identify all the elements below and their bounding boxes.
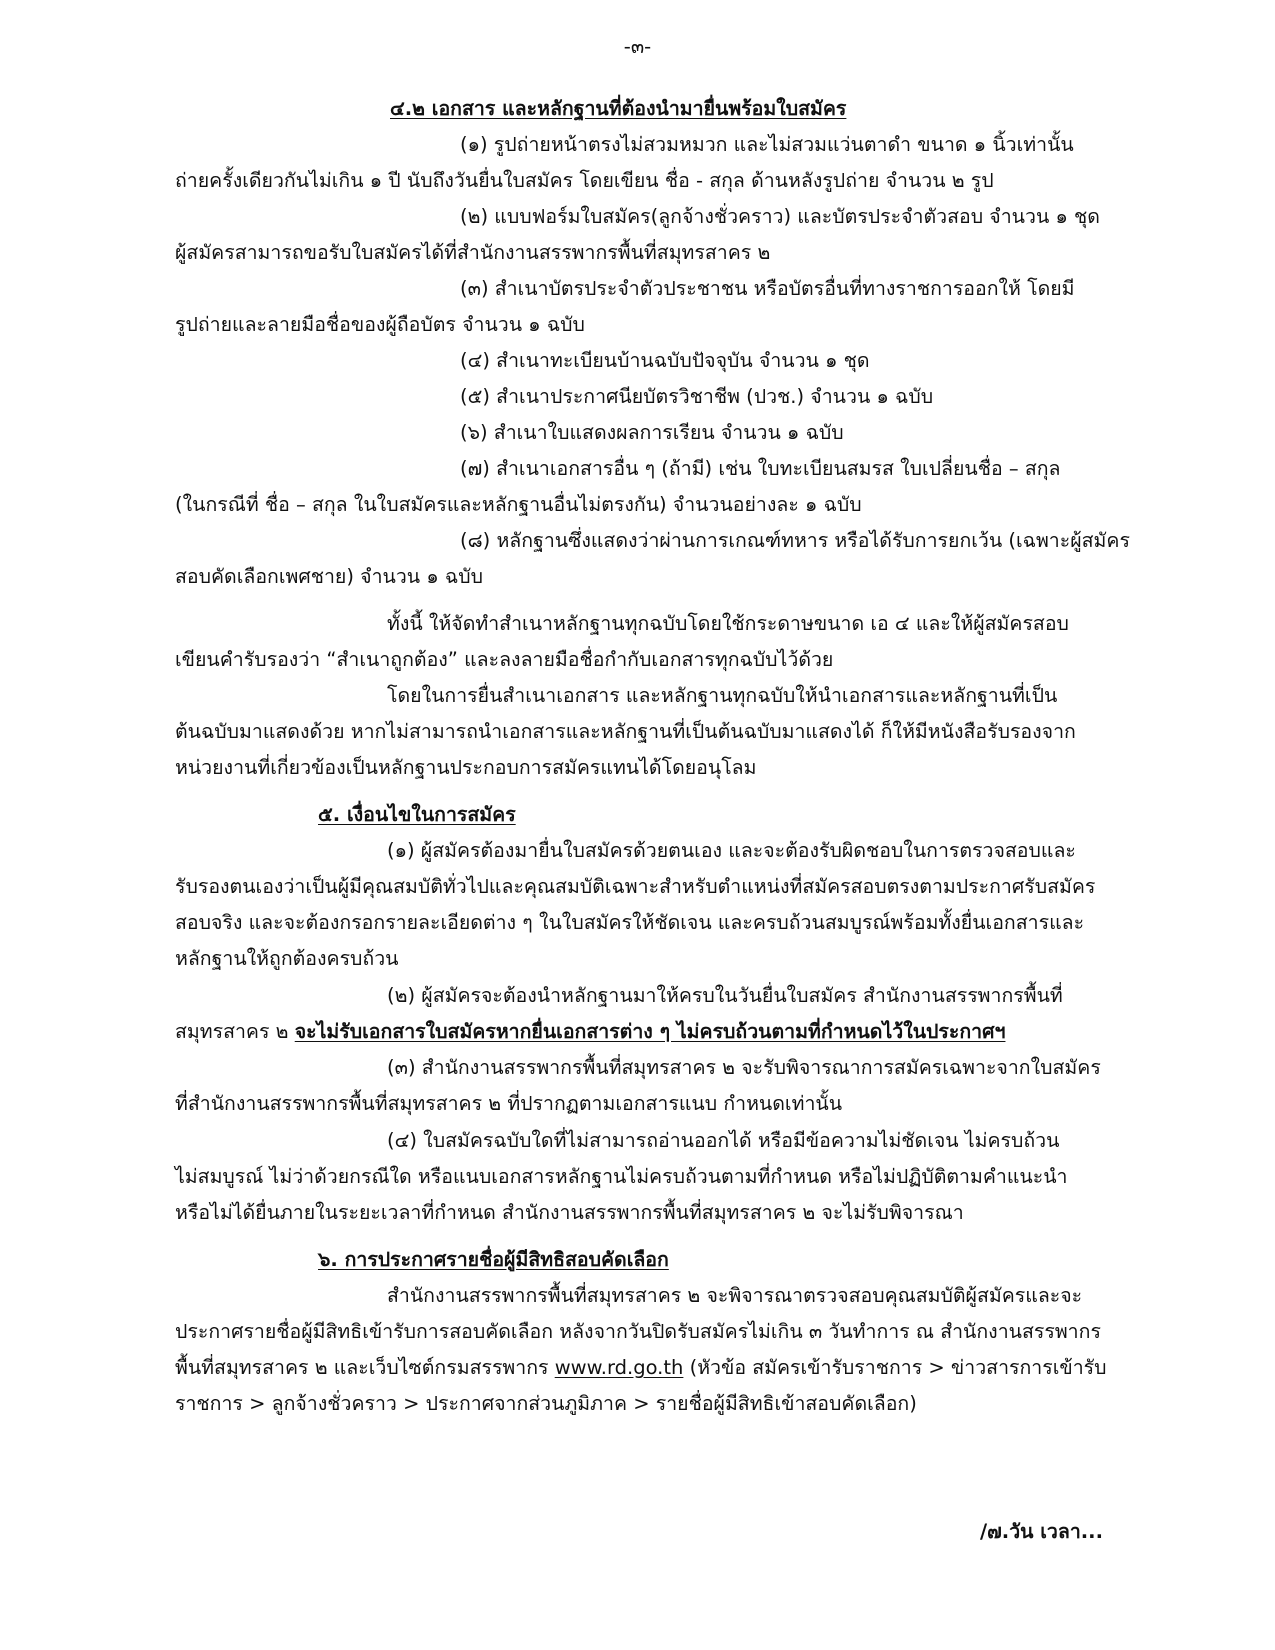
condition-4-line-3: หรือไม่ได้ยื่นภายในระยะเวลาที่กำหนด สำนักงานสรรพากรพื้นที่สมุทรสาคร ๒ จะไม่รับพิจารณา — [175, 1201, 964, 1224]
item-3-line-1: (๓) สำเนาบัตรประจำตัวประชาชน หรือบัตรอื่นที่ทางราชการออกให้ โดยมี — [460, 277, 1075, 300]
condition-4-line-1: (๔) ใบสมัครฉบับใดที่ไม่สามารถอ่านออกได้ หรือมีข้อความไม่ชัดเจน ไม่ครบถ้วน — [387, 1129, 1060, 1152]
announcement-line-3 — [175, 1353, 1107, 1383]
item-7-line-1: (๗) สำเนาเอกสารอื่น ๆ (ถ้ามี) เช่น ใบทะเบียนสมรส ใบเปลี่ยนชื่อ – สกุล — [460, 457, 1061, 480]
condition-2-line-2 — [175, 1017, 1005, 1047]
item-8-line-1: (๘) หลักฐานซึ่งแสดงว่าผ่านการเกณฑ์ทหาร หรือได้รับการยกเว้น (เฉพาะผู้สมัคร — [460, 529, 1130, 552]
announcement-line-1: สำนักงานสรรพากรพื้นที่สมุทรสาคร ๒ จะพิจารณาตรวจสอบคุณสมบัติผู้สมัครและจะ — [387, 1284, 1083, 1307]
condition-3-line-2: ที่สำนักงานสรรพากรพื้นที่สมุทรสาคร ๒ ที่ปรากฏตามเอกสารแนบ กำหนดเท่านั้น — [175, 1092, 843, 1115]
copy-note-line-1: ทั้งนี้ ให้จัดทำสำเนาหลักฐานทุกฉบับโดยใช้กระดาษขนาด เอ ๔ และให้ผู้สมัครสอบ — [387, 612, 1069, 635]
item-5: (๕) สำเนาประกาศนียบัตรวิชาชีพ (ปวช.) จำนวน ๑ ฉบับ — [460, 385, 934, 408]
section-6-heading: ๖. การประกาศรายชื่อผู้มีสิทธิสอบคัดเลือก — [318, 1248, 669, 1271]
rd-website-link[interactable]: www.rd.go.th — [554, 1356, 684, 1379]
condition-3-line-1: (๓) สำนักงานสรรพากรพื้นที่สมุทรสาคร ๒ จะรับพิจารณาการสมัครเฉพาะจากใบสมัคร — [387, 1056, 1101, 1079]
condition-2-emphasis: จะไม่รับเอกสารใบสมัครหากยื่นเอกสารต่าง ๆ ไม่ครบถ้วนตามที่กำหนดไว้ในประกาศฯ — [294, 1020, 1006, 1043]
condition-1-line-3: สอบจริง และจะต้องกรอกรายละเอียดต่าง ๆ ในใบสมัครให้ชัดเจน และครบถ้วนสมบูรณ์พร้อมทั้งยื่นเอกสารและ — [175, 911, 1085, 934]
original-note-line-3: หน่วยงานที่เกี่ยวข้องเป็นหลักฐานประกอบการสมัครแทนได้โดยอนุโลม — [175, 756, 757, 779]
condition-4-line-2: ไม่สมบูรณ์ ไม่ว่าด้วยกรณีใด หรือแนบเอกสารหลักฐานไม่ครบถ้วนตามที่กำหนด หรือไม่ปฏิบัติตามคำแนะนำ — [175, 1165, 1068, 1188]
condition-1-line-2: รับรองตนเองว่าเป็นผู้มีคุณสมบัติทั่วไปและคุณสมบัติเฉพาะสำหรับตำแหน่งที่สมัครสอบตรงตามประกาศรับสมัคร — [175, 875, 1096, 898]
original-note-line-2: ต้นฉบับมาแสดงด้วย หากไม่สามารถนำเอกสารและหลักฐานที่เป็นต้นฉบับมาแสดงได้ ก็ให้มีหนังสือรับรองจาก — [175, 720, 1076, 743]
announcement-text-after-link: (หัวข้อ สมัครเข้ารับราชการ > ข่าวสารการเข้ารับ — [683, 1356, 1107, 1379]
condition-1-line-4: หลักฐานให้ถูกต้องครบถ้วน — [175, 947, 399, 970]
condition-2-plain-text: สมุทรสาคร ๒ — [175, 1020, 295, 1043]
copy-note-line-2: เขียนคำรับรองว่า “สำเนาถูกต้อง” และลงลายมือชื่อกำกับเอกสารทุกฉบับไว้ด้วย — [175, 648, 834, 671]
announcement-text-before-link: พื้นที่สมุทรสาคร ๒ และเว็บไซต์กรมสรรพากร — [175, 1356, 555, 1379]
condition-1-line-1: (๑) ผู้สมัครต้องมายื่นใบสมัครด้วยตนเอง และจะต้องรับผิดชอบในการตรวจสอบและ — [387, 839, 1076, 862]
section-5-heading: ๕. เงื่อนไขในการสมัคร — [318, 803, 516, 826]
announcement-line-2: ประกาศรายชื่อผู้มีสิทธิเข้ารับการสอบคัดเลือก หลังจากวันปิดรับสมัครไม่เกิน ๓ วันทำการ ณ สำนักงานสรรพากร — [175, 1320, 1101, 1343]
next-page-marker: /๗.วัน เวลา... — [980, 1520, 1103, 1543]
item-8-line-2: สอบคัดเลือกเพศชาย) จำนวน ๑ ฉบับ — [175, 565, 483, 588]
item-6: (๖) สำเนาใบแสดงผลการเรียน จำนวน ๑ ฉบับ — [460, 421, 844, 444]
item-2-line-1: (๒) แบบฟอร์มใบสมัคร(ลูกจ้างชั่วคราว) และบัตรประจำตัวสอบ จำนวน ๑ ชุด — [460, 205, 1100, 228]
item-1-line-1: (๑) รูปถ่ายหน้าตรงไม่สวมหมวก และไม่สวมแว่นตาดำ ขนาด ๑ นิ้วเท่านั้น — [460, 133, 1074, 156]
item-2-line-2: ผู้สมัครสามารถขอรับใบสมัครได้ที่สำนักงานสรรพากรพื้นที่สมุทรสาคร ๒ — [175, 241, 771, 264]
item-7-line-2: (ในกรณีที่ ชื่อ – สกุล ในใบสมัครและหลักฐานอื่นไม่ตรงกัน) จำนวนอย่างละ ๑ ฉบับ — [175, 493, 862, 516]
item-3-line-2: รูปถ่ายและลายมือชื่อของผู้ถือบัตร จำนวน ๑ ฉบับ — [175, 313, 585, 336]
condition-2-line-1: (๒) ผู้สมัครจะต้องนำหลักฐานมาให้ครบในวันยื่นใบสมัคร สำนักงานสรรพากรพื้นที่ — [387, 984, 1063, 1007]
item-1-line-2: ถ่ายครั้งเดียวกันไม่เกิน ๑ ปี นับถึงวันยื่นใบสมัคร โดยเขียน ชื่อ - สกุล ด้านหลังรูปถ่าย จำนวน ๒ รูป — [175, 169, 994, 192]
original-note-line-1: โดยในการยื่นสำเนาเอกสาร และหลักฐานทุกฉบับให้นำเอกสารและหลักฐานที่เป็น — [387, 684, 1058, 707]
announcement-line-4: ราชการ > ลูกจ้างชั่วคราว > ประกาศจากส่วนภูมิภาค > รายชื่อผู้มีสิทธิเข้าสอบคัดเลือก) — [175, 1392, 917, 1415]
page-number: -๓- — [623, 35, 652, 58]
section-4-2-heading: ๔.๒ เอกสาร และหลักฐานที่ต้องนำมายื่นพร้อมใบสมัคร — [390, 97, 847, 120]
item-4: (๔) สำเนาทะเบียนบ้านฉบับปัจจุบัน จำนวน ๑ ชุด — [460, 349, 870, 372]
